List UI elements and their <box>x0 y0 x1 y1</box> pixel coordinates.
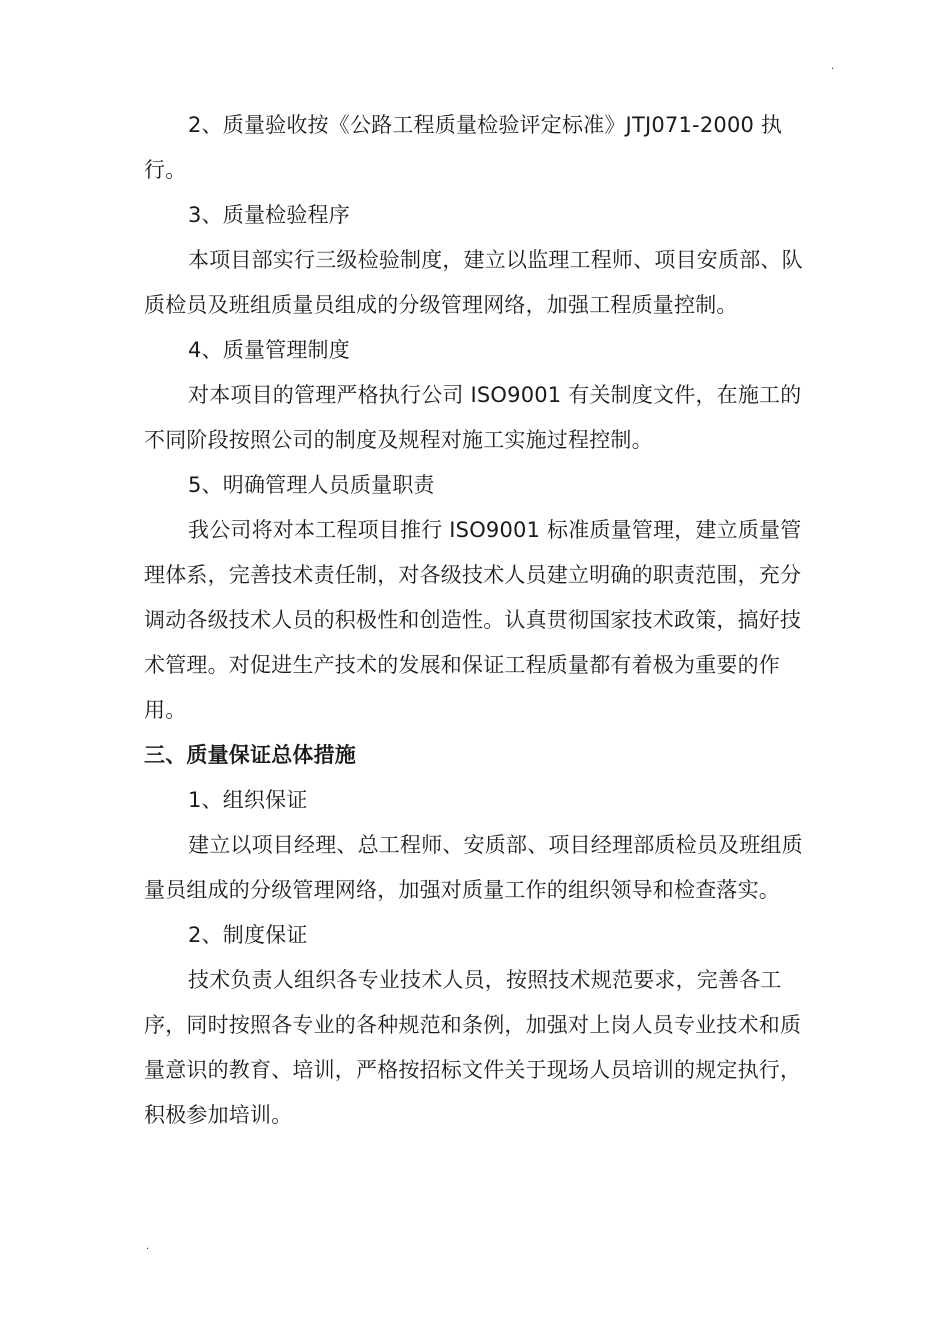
paragraph-organization-assurance: 建立以项目经理、总工程师、安质部、项目经理部质检员及班组质量员组成的分级管理网络，加强对质量工作的组织领导和检查落实。 <box>144 833 803 902</box>
heading-inspection-procedure: 3、质量检验程序 <box>188 203 350 227</box>
paragraph-system-assurance: 技术负责人组织各专业技术人员，按照技术规范要求，完善各工序，同时按照各专业的各种规范和条例，加强对上岗人员专业技术和质量意识的教育、培训，严格按招标文件关于现场人员培训的规定执行，积极参加培训。 <box>144 968 802 1127</box>
heading-staff-responsibilities: 5、明确管理人员质量职责 <box>188 473 435 497</box>
paragraph-management-system: 对本项目的管理严格执行公司 ISO9001 有关制度文件，在施工的不同阶段按照公司的制度及规程对施工实施过程控制。 <box>144 383 802 452</box>
document-body <box>144 103 810 1138</box>
heading-organization-assurance: 1、组织保证 <box>188 788 308 812</box>
section-heading-quality-assurance: 三、质量保证总体措施 <box>144 743 356 767</box>
paragraph-staff-responsibilities: 我公司将对本工程项目推行 ISO9001 标准质量管理，建立质量管理体系，完善技术责任制，对各级技术人员建立明确的职责范围，充分调动各级技术人员的积极性和创造性。认真贯彻国家技术政策，搞好技术管理。对促进生产技术的发展和保证工程质量都有着极为重要的作用。 <box>144 518 802 722</box>
heading-management-system: 4、质量管理制度 <box>188 338 350 362</box>
page-mark-bottom: . <box>146 1241 150 1252</box>
page-mark-top: . <box>831 61 835 72</box>
paragraph-inspection-procedure: 本项目部实行三级检验制度，建立以监理工程师、项目安质部、队质检员及班组质量员组成的分级管理网络，加强工程质量控制。 <box>144 248 803 317</box>
paragraph-acceptance-standard: 2、质量验收按《公路工程质量检验评定标准》JTJ071-2000 执行。 <box>144 113 783 182</box>
heading-system-assurance: 2、制度保证 <box>188 923 308 947</box>
